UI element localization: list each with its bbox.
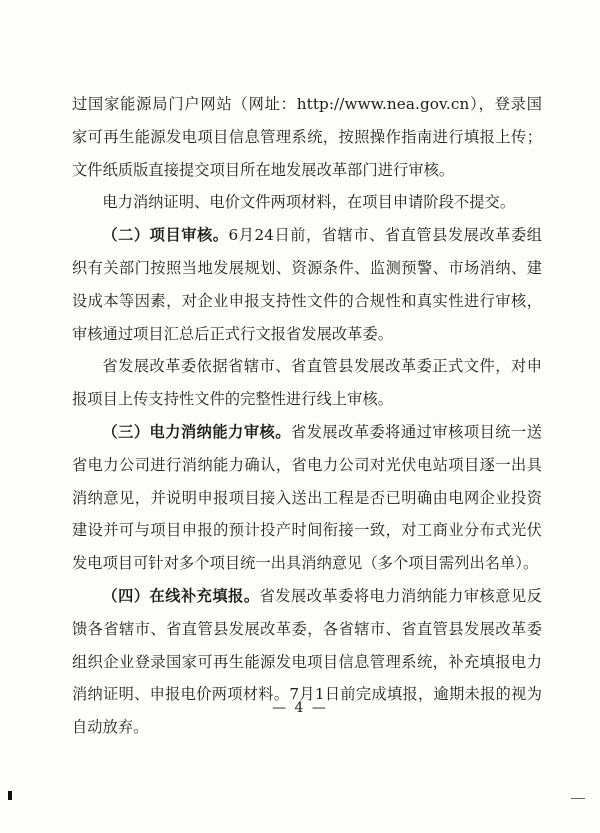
paragraph-website-submission [72,88,542,186]
paragraph-text: 6月24日前，省辖市、省直管县发展改革委组织有关部门按照当地发展规划、资源条件、监测预警、市场消纳、建设成本等因素，对企业申报支持性文件的合规性和真实性进行审核，审核通过项目汇总后正式行文报省发展改革委。 [72,226,542,343]
paragraph-text: 省发展改革委将电力消纳能力审核意见反馈各省辖市、省直管县发展改革委，各省辖市、省直管县发展改革委组织企业登录国家可再生能源发电项目信息管理系统，补充填报电力消纳证明、申报电价两项材料。7月1日前完成填报，逾期未报的视为自动放弃。 [72,586,542,737]
paragraph-consumption-capacity-review [72,416,542,580]
section-heading: （四）在线补充填报。 [102,586,260,605]
paragraph-text: 过国家能源局门户网站（网址：http://www.nea.gov.cn），登录国家可再生能源发电项目信息管理系统，按照操作指南进行填报上传；文件纸质版直接提交项目所在地发展改革部门进行审核。 [72,95,542,179]
scan-mark [8,791,12,800]
section-heading: （三）电力消纳能力审核。 [102,422,291,441]
document-body [72,88,542,744]
paragraph-text: 省发展改革委将通过审核项目统一送省电力公司进行消纳能力确认，省电力公司对光伏电站项目逐一出具消纳意见，并说明申报项目接入送出工程是否已明确由电网企业投资建设并可与项目申报的预计投产时间衔接一致，对工商业分布式光伏发电项目可针对多个项目统一出具消纳意见（多个项目需列出名单）。 [72,422,542,573]
paragraph-project-review [72,219,542,350]
page-number: — 4 — [272,700,328,716]
paragraph-not-submitted-materials [72,186,542,219]
scan-mark [571,792,585,799]
paragraph-text: 省发展改革委依据省辖市、省直管县发展改革委正式文件，对申报项目上传支持性文件的完整性进行线上审核。 [72,357,542,409]
paragraph-text: 电力消纳证明、电价文件两项材料，在项目申请阶段不提交。 [102,193,516,212]
section-heading: （二）项目审核。 [102,226,229,245]
paragraph-online-review [72,350,542,416]
paragraph-online-supplementary-filing [72,580,542,744]
